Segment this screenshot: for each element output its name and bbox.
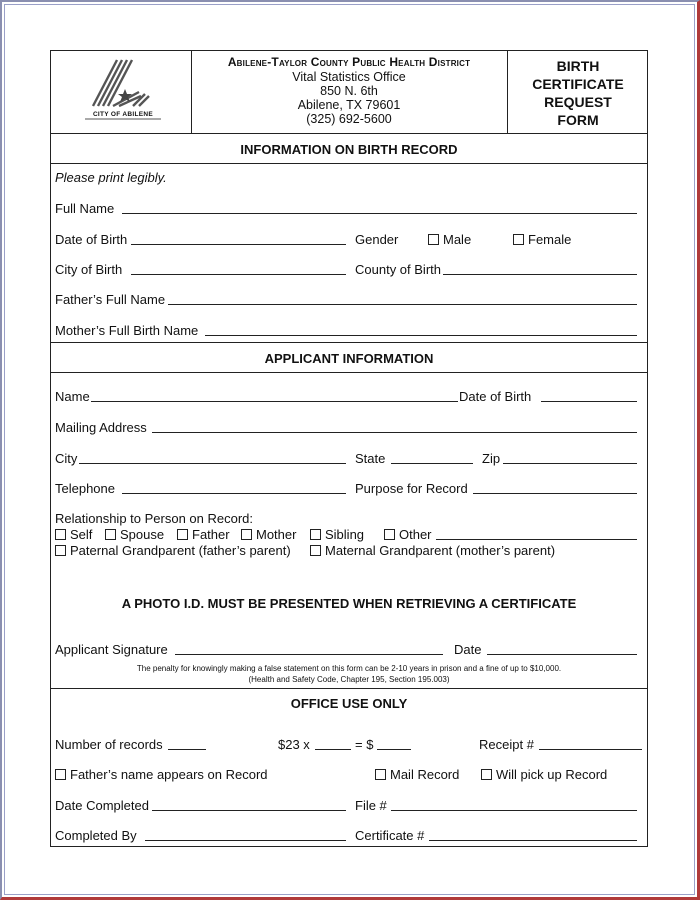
county-of-birth-label: County of Birth: [355, 262, 441, 277]
county-of-birth-field[interactable]: [443, 262, 637, 275]
applicant-dob-label: Date of Birth: [459, 389, 532, 404]
applicant-name-label: Name: [55, 389, 90, 404]
signature-label: Applicant Signature: [55, 642, 168, 657]
divider: [51, 342, 647, 343]
city-of-birth-label: City of Birth: [55, 262, 123, 277]
spouse-checkbox[interactable]: [105, 529, 116, 540]
male-checkbox[interactable]: [428, 234, 439, 245]
file-number-field[interactable]: [391, 798, 637, 811]
pickup-record-label: Will pick up Record: [496, 767, 608, 782]
maternal-grandparent-label: Maternal Grandparent (mother’s parent): [325, 543, 556, 558]
city-of-birth-field[interactable]: [131, 262, 346, 275]
mailing-address-field[interactable]: [152, 420, 637, 433]
self-label: Self: [70, 527, 93, 542]
photo-id-notice: A PHOTO I.D. MUST BE PRESENTED WHEN RETRIEVING A CERTIFICATE: [121, 596, 577, 611]
city-field[interactable]: [79, 451, 346, 464]
fathers-name-label: Father’s Full Name: [55, 292, 166, 307]
birth-dob-label: Date of Birth: [55, 232, 128, 247]
mailing-address-label: Mailing Address: [55, 420, 147, 435]
relationship-spouse-option[interactable]: [105, 527, 164, 542]
sibling-checkbox[interactable]: [310, 529, 321, 540]
office-use-section-title: OFFICE USE ONLY: [290, 696, 408, 711]
relationship-sibling-option[interactable]: [310, 527, 364, 542]
header-address-block: [191, 55, 507, 126]
city-label: City: [55, 451, 78, 466]
female-label: Female: [528, 232, 572, 247]
receipt-label: Receipt #: [479, 737, 534, 752]
fee-quantity-field[interactable]: [315, 737, 351, 750]
fee-label: $23 x: [278, 737, 310, 752]
applicant-dob-field[interactable]: [541, 389, 637, 402]
completed-by-label: Completed By: [55, 828, 137, 843]
state-label: State: [355, 451, 386, 466]
gender-female-option[interactable]: [513, 232, 571, 247]
fathers-name-field[interactable]: [168, 292, 637, 305]
divider: [51, 372, 647, 373]
form-title-line: BIRTH: [556, 58, 600, 74]
form-title: [508, 57, 648, 129]
zip-field[interactable]: [503, 451, 637, 464]
father-name-appears-checkbox[interactable]: [55, 769, 66, 780]
signature-date-label: Date: [454, 642, 482, 657]
maternal-grandparent-checkbox[interactable]: [310, 545, 321, 556]
birth-record-section-title: INFORMATION ON BIRTH RECORD: [240, 142, 458, 157]
paternal-grandparent-checkbox[interactable]: [55, 545, 66, 556]
phone-number: (325) 692-5600: [306, 112, 392, 126]
pickup-record-checkbox[interactable]: [481, 769, 492, 780]
father-name-appears-label: Father’s name appears on Record: [70, 767, 268, 782]
female-checkbox[interactable]: [513, 234, 524, 245]
total-amount-field[interactable]: [377, 737, 411, 750]
spouse-label: Spouse: [120, 527, 165, 542]
num-records-field[interactable]: [168, 737, 206, 750]
relationship-father-option[interactable]: [177, 527, 230, 542]
relationship-maternal-grandparent-option[interactable]: [310, 543, 555, 558]
father-label: Father: [192, 527, 230, 542]
birth-dob-field[interactable]: [131, 232, 346, 245]
city-logo: [81, 56, 165, 128]
sibling-label: Sibling: [325, 527, 365, 542]
other-checkbox[interactable]: [384, 529, 395, 540]
purpose-label: Purpose for Record: [355, 481, 468, 496]
divider: [51, 688, 647, 689]
state-field[interactable]: [391, 451, 473, 464]
father-checkbox[interactable]: [177, 529, 188, 540]
form-title-line: FORM: [557, 112, 599, 128]
father-name-appears-option[interactable]: [55, 767, 268, 782]
signature-date-field[interactable]: [487, 642, 637, 655]
relationship-label: Relationship to Person on Record:: [55, 511, 254, 526]
mother-checkbox[interactable]: [241, 529, 252, 540]
penalty-notice: The penalty for knowingly making a false statement on this form can be 2-10 years in prison and a fine of up to $10,000.: [136, 664, 562, 673]
applicant-section-title: APPLICANT INFORMATION: [264, 351, 434, 366]
relationship-paternal-grandparent-option[interactable]: [55, 543, 291, 558]
mothers-name-field[interactable]: [205, 323, 637, 336]
form-title-line: CERTIFICATE: [532, 76, 624, 92]
telephone-label: Telephone: [55, 481, 115, 496]
office-name: Vital Statistics Office: [292, 70, 406, 84]
city-state-zip: Abilene, TX 79601: [297, 98, 401, 112]
num-records-label: Number of records: [55, 737, 163, 752]
logo-caption: CITY OF ABILENE: [92, 111, 154, 118]
divider: [51, 133, 647, 134]
print-legibly-instruction: Please print legibly.: [55, 170, 167, 185]
birth-certificate-request-form: [50, 50, 648, 847]
completed-by-field[interactable]: [145, 828, 346, 841]
file-number-label: File #: [355, 798, 387, 813]
date-completed-field[interactable]: [152, 798, 346, 811]
penalty-citation: (Health and Safety Code, Chapter 195, Section 195.003): [248, 675, 450, 684]
pickup-record-option[interactable]: [481, 767, 607, 782]
paternal-grandparent-label: Paternal Grandparent (father’s parent): [70, 543, 291, 558]
form-title-line: REQUEST: [544, 94, 612, 110]
relationship-mother-option[interactable]: [241, 527, 296, 542]
other-relationship-field[interactable]: [436, 527, 637, 540]
gender-label: Gender: [355, 232, 399, 247]
zip-label: Zip: [482, 451, 501, 466]
male-label: Male: [443, 232, 472, 247]
certificate-number-label: Certificate #: [355, 828, 425, 843]
mail-record-checkbox[interactable]: [375, 769, 386, 780]
mail-record-option[interactable]: [375, 767, 459, 782]
relationship-other-option[interactable]: [384, 527, 432, 542]
receipt-field[interactable]: [539, 737, 642, 750]
other-label: Other: [399, 527, 432, 542]
divider: [51, 163, 647, 164]
telephone-field[interactable]: [122, 481, 346, 494]
certificate-number-field[interactable]: [429, 828, 637, 841]
gender-male-option[interactable]: [428, 232, 471, 247]
full-name-field[interactable]: [122, 201, 637, 214]
signature-field[interactable]: [175, 642, 443, 655]
relationship-self-option[interactable]: [55, 527, 92, 542]
purpose-field[interactable]: [473, 481, 637, 494]
self-checkbox[interactable]: [55, 529, 66, 540]
equals-label: = $: [355, 737, 374, 752]
full-name-label: Full Name: [55, 201, 115, 216]
mail-record-label: Mail Record: [390, 767, 460, 782]
org-name: Abilene-Taylor County Public Health District: [227, 55, 471, 69]
applicant-name-field[interactable]: [91, 389, 458, 402]
mother-label: Mother: [256, 527, 297, 542]
street-address: 850 N. 6th: [320, 84, 378, 98]
mothers-name-label: Mother’s Full Birth Name: [55, 323, 199, 338]
date-completed-label: Date Completed: [55, 798, 149, 813]
